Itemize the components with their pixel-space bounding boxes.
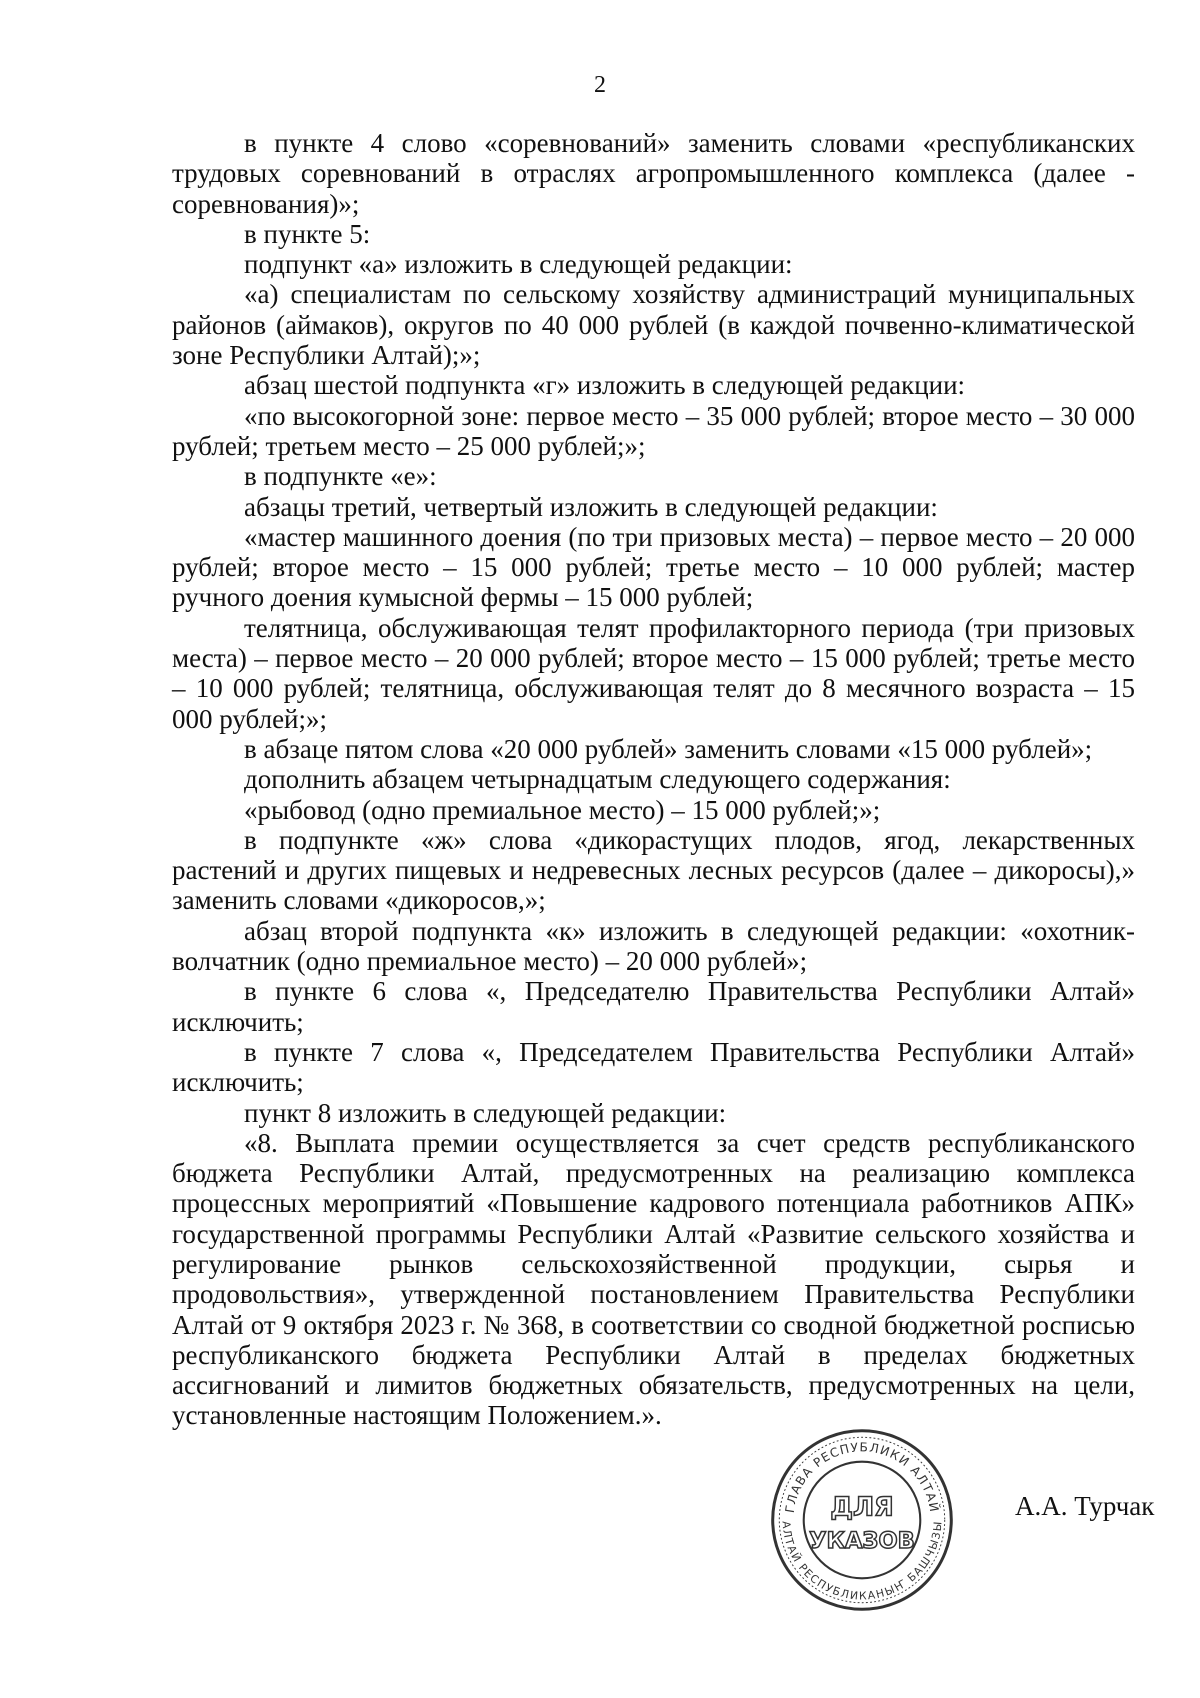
paragraph: абзац шестой подпункта «г» изложить в следующей редакции: <box>244 370 966 401</box>
paragraph: в пункте 4 слово «соревнований» заменить словами «республиканских трудовых соревнований в отраслях агропромышленного комплекса (далее - соревнования)»; <box>172 128 1135 219</box>
paragraph: подпункт «а» изложить в следующей редакции: <box>244 249 793 280</box>
stamp-top-text: ГЛАВА РЕСПУБЛИКИ АЛТАЙ <box>782 1440 942 1514</box>
stamp-bottom-text: АЛТАЙ РЕСПУБЛИКАНЫҤ БАШЧЫЗЫ <box>779 1520 945 1603</box>
signature-name: А.А. Турчак <box>1015 1491 1155 1521</box>
stamp-center-line-2: УКАЗОВ <box>809 1528 915 1555</box>
paragraph: «8. Выплата премии осуществляется за счет средств республиканского бюджета Республики Алтай, предусмотренных на реализацию комплекса процессных мероприятий «Повышение кадрового потенциала работников АПК» государственной программы Республики Алтай «Развитие сельского хозяйства и регулирование рынков сельскохозяйственной продукции, сырья и продовольствия», утвержденной постановлением Правительства Республики Алтай от 9 октября 2023 г. № 368, в соответствии со сводной бюджетной росписью республиканского бюджета Республики Алтай в пределах бюджетных ассигнований и лимитов бюджетных обязательств, предусмотренных на цели, установленные настоящим Положением.». <box>172 1127 1135 1431</box>
paragraph: абзац второй подпункта «к» изложить в следующей редакции: «охотник-волчатник (одно премиальное место) – 20 000 рублей»; <box>172 915 1135 977</box>
paragraph: в абзаце пятом слова «20 000 рублей» заменить словами «15 000 рублей»; <box>244 733 1093 764</box>
paragraph: в пункте 6 слова «, Председателю Правительства Республики Алтай» исключить; <box>172 976 1135 1037</box>
official-stamp <box>768 1426 956 1614</box>
paragraph: «по высокогорной зоне: первое место – 35 000 рублей; второе место – 30 000 рублей; третьем место – 25 000 рублей;»; <box>172 400 1135 461</box>
page-number: 2 <box>594 72 606 98</box>
paragraph: в подпункте «ж» слова «дикорастущих плодов, ягод, лекарственных растений и других пищевых и недревесных лесных ресурсов (далее – дикоросы),» заменить словами «дикоросов,»; <box>172 824 1135 916</box>
paragraph: в пункте 7 слова «, Председателем Правительства Республики Алтай» исключить; <box>172 1036 1135 1098</box>
paragraph: в пункте 5: <box>244 218 371 249</box>
paragraph: «мастер машинного доения (по три призовых места) – первое место – 20 000 рублей; второе место – 15 000 рублей; третье место – 10 000 рублей; мастер ручного доения кумысной фермы – 15 000 рублей; <box>172 521 1135 613</box>
stamp-center-line-1: ДЛЯ <box>830 1491 894 1522</box>
paragraph: в подпункте «е»: <box>244 461 437 492</box>
document-body <box>172 128 1135 1431</box>
paragraph: телятница, обслуживающая телят профилакторного периода (три призовых места) – первое место – 20 000 рублей; второе место – 15 000 рублей; третье место – 10 000 рублей; телятница, обслуживающая телят до 8 месячного возраста – 15 000 рублей;»; <box>172 612 1135 734</box>
paragraph: «а) специалистам по сельскому хозяйству администраций муниципальных районов (аймаков), округов по 40 000 рублей (в каждой почвенно-климатической зоне Республики Алтай);»; <box>172 279 1135 371</box>
paragraph: дополнить абзацем четырнадцатым следующего содержания: <box>244 764 951 795</box>
paragraph: «рыбовод (одно премиальное место) – 15 000 рублей;»; <box>244 794 881 825</box>
paragraph: абзацы третий, четвертый изложить в следующей редакции: <box>244 491 938 522</box>
paragraph: пункт 8 изложить в следующей редакции: <box>244 1097 727 1128</box>
